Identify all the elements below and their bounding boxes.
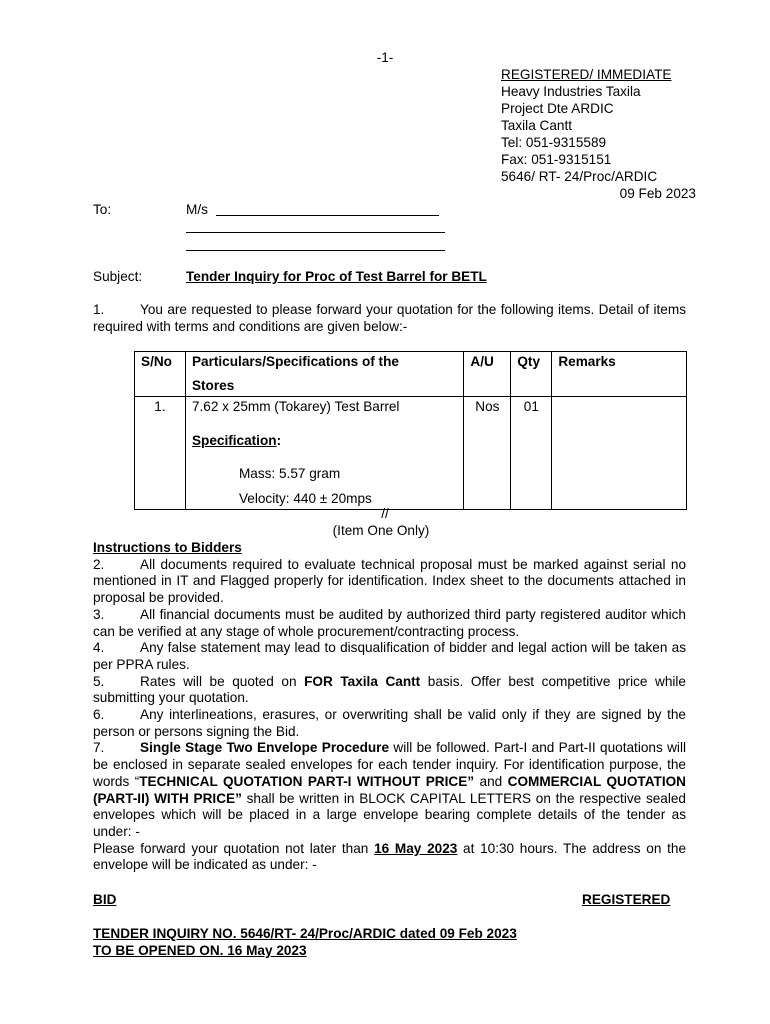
- instructions-section: [93, 540, 686, 874]
- header-particulars: [185, 352, 463, 397]
- instruction-7-commercial-label: COMMERCIAL QUOTATION (PART-II) WITH PRICE”: [93, 773, 686, 806]
- instruction-3-text: All financial documents must be audited by authorized third party registered auditor which can be verified at any stage of whole procurement/contracting process.: [93, 606, 686, 639]
- subject-text: Tender Inquiry for Proc of Test Barrel for BETL: [186, 269, 487, 284]
- instruction-5: [93, 674, 686, 707]
- table-header-row: [135, 352, 687, 397]
- instruction-7-text-d: and: [474, 773, 508, 789]
- instruction-3-number: 3.: [93, 606, 105, 622]
- spec-colon: :: [276, 432, 282, 448]
- envelope-opening-date: TO BE OPENED ON. 16 May 2023: [93, 943, 307, 958]
- header-qty: Qty: [511, 352, 552, 397]
- addressee-label: M/s: [186, 202, 208, 217]
- sender-org: Heavy Industries Taxila: [501, 84, 641, 99]
- envelope-bid-label: BID: [93, 892, 117, 907]
- instruction-5-text-c: basis. Offer best competitive price while submitting your quotation.: [93, 673, 686, 706]
- sender-dept: Project Dte ARDIC: [501, 101, 614, 116]
- instruction-5-text-a: Rates will be quoted on: [140, 673, 305, 689]
- instruction-7-technical-label: TECHNICAL QUOTATION PART-I WITHOUT PRICE”: [139, 773, 475, 789]
- instruction-7-text-f: shall be written in BLOCK CAPITAL LETTERS on the respective sealed envelopes which will be placed in a large envelope bearing complete details of the tender as under: -: [93, 790, 686, 839]
- sender-tel: Tel: 051-9315589: [501, 135, 607, 150]
- header-particulars-line1: Particulars/Specifications of the: [191, 354, 399, 369]
- deadline-text-c: at 10:30 hours. The address on the envelope will be indicated as under: -: [93, 840, 686, 873]
- deadline-date: 16 May 2023: [374, 840, 458, 856]
- items-table: [134, 351, 687, 510]
- letter-reference: 5646/ RT- 24/Proc/ARDIC: [501, 169, 658, 184]
- item-count-note: (Item One Only): [332, 523, 430, 538]
- page-number: -1-: [376, 50, 394, 65]
- spec-label: Specification: [191, 432, 277, 448]
- instruction-2-number: 2.: [93, 556, 105, 572]
- sender-fax: Fax: 051-9315151: [501, 152, 612, 167]
- instruction-4-text: Any false statement may lead to disqualification of bidder and legal action will be taken as per PPRA rules.: [93, 640, 686, 672]
- instruction-7-text-b: will be followed. Part-I and Part-II quotations will be enclosed in separate sealed envelopes for each tender inquiry. For identification purpose, the words “: [93, 740, 686, 789]
- intro-number: 1.: [93, 302, 105, 317]
- sender-block: [501, 67, 701, 203]
- row-au: Nos: [464, 397, 511, 510]
- to-label: To:: [93, 202, 112, 217]
- instruction-5-delivery-terms: FOR Taxila Cantt: [304, 673, 421, 689]
- instruction-2-text: All documents required to evaluate technical proposal must be marked against serial no mentioned in IT and Flagged properly for identification. Index sheet to the documents attached in proposal be provided.: [93, 556, 686, 606]
- header-particulars-line2: Stores: [191, 377, 235, 393]
- instruction-7: [93, 740, 686, 840]
- table-row: [135, 397, 687, 510]
- instruction-6: [93, 707, 686, 740]
- spec-heading: [192, 433, 457, 450]
- row-item: 7.62 x 25mm (Tokarey) Test Barrel: [191, 399, 400, 414]
- address-line-2: [186, 232, 445, 233]
- header-remarks: Remarks: [552, 352, 687, 397]
- deadline-text-a: Please forward your quotation not later than: [93, 840, 375, 856]
- spec-mass: Mass: 5.57 gram: [238, 466, 341, 481]
- instruction-7-number: 7.: [93, 740, 105, 756]
- letter-date: 09 Feb 2023: [619, 186, 696, 201]
- deadline-paragraph: [93, 841, 686, 874]
- spec-velocity: Velocity: 440 ± 20mps: [238, 490, 372, 506]
- instruction-6-text: Any interlineations, erasures, or overwriting shall be valid only if they are signed by the person or persons signing the Bid.: [93, 707, 686, 739]
- sender-location: Taxila Cantt: [501, 118, 573, 133]
- envelope-registered-label: REGISTERED: [582, 892, 671, 907]
- row-remarks: [552, 397, 687, 510]
- address-line-3: [186, 250, 445, 251]
- header-au: A/U: [464, 352, 511, 397]
- instruction-6-number: 6.: [93, 707, 105, 723]
- intro-text: You are requested to please forward your quotation for the following items. Detail of items required with terms and conditions are given below:-: [93, 302, 686, 334]
- header-sno: S/No: [135, 352, 186, 397]
- row-particulars: [185, 397, 463, 510]
- instruction-2: [93, 557, 686, 607]
- instruction-3: [93, 607, 686, 640]
- row-qty: 01: [511, 397, 552, 510]
- registered-immediate-mark: REGISTERED/ IMMEDIATE: [501, 67, 672, 82]
- subject-label: Subject:: [93, 269, 143, 284]
- instruction-4: [93, 640, 686, 673]
- instruction-7-procedure: Single Stage Two Envelope Procedure: [140, 740, 390, 756]
- end-mark: //: [381, 506, 389, 521]
- instruction-4-number: 4.: [93, 640, 105, 656]
- envelope-tender-ref: TENDER INQUIRY NO. 5646/RT- 24/Proc/ARDIC dated 09 Feb 2023: [93, 926, 517, 941]
- address-line-1: [216, 215, 439, 216]
- intro-paragraph: [93, 302, 686, 335]
- row-sno: 1.: [135, 397, 186, 510]
- instructions-title: Instructions to Bidders: [93, 540, 242, 555]
- instruction-5-number: 5.: [93, 673, 105, 689]
